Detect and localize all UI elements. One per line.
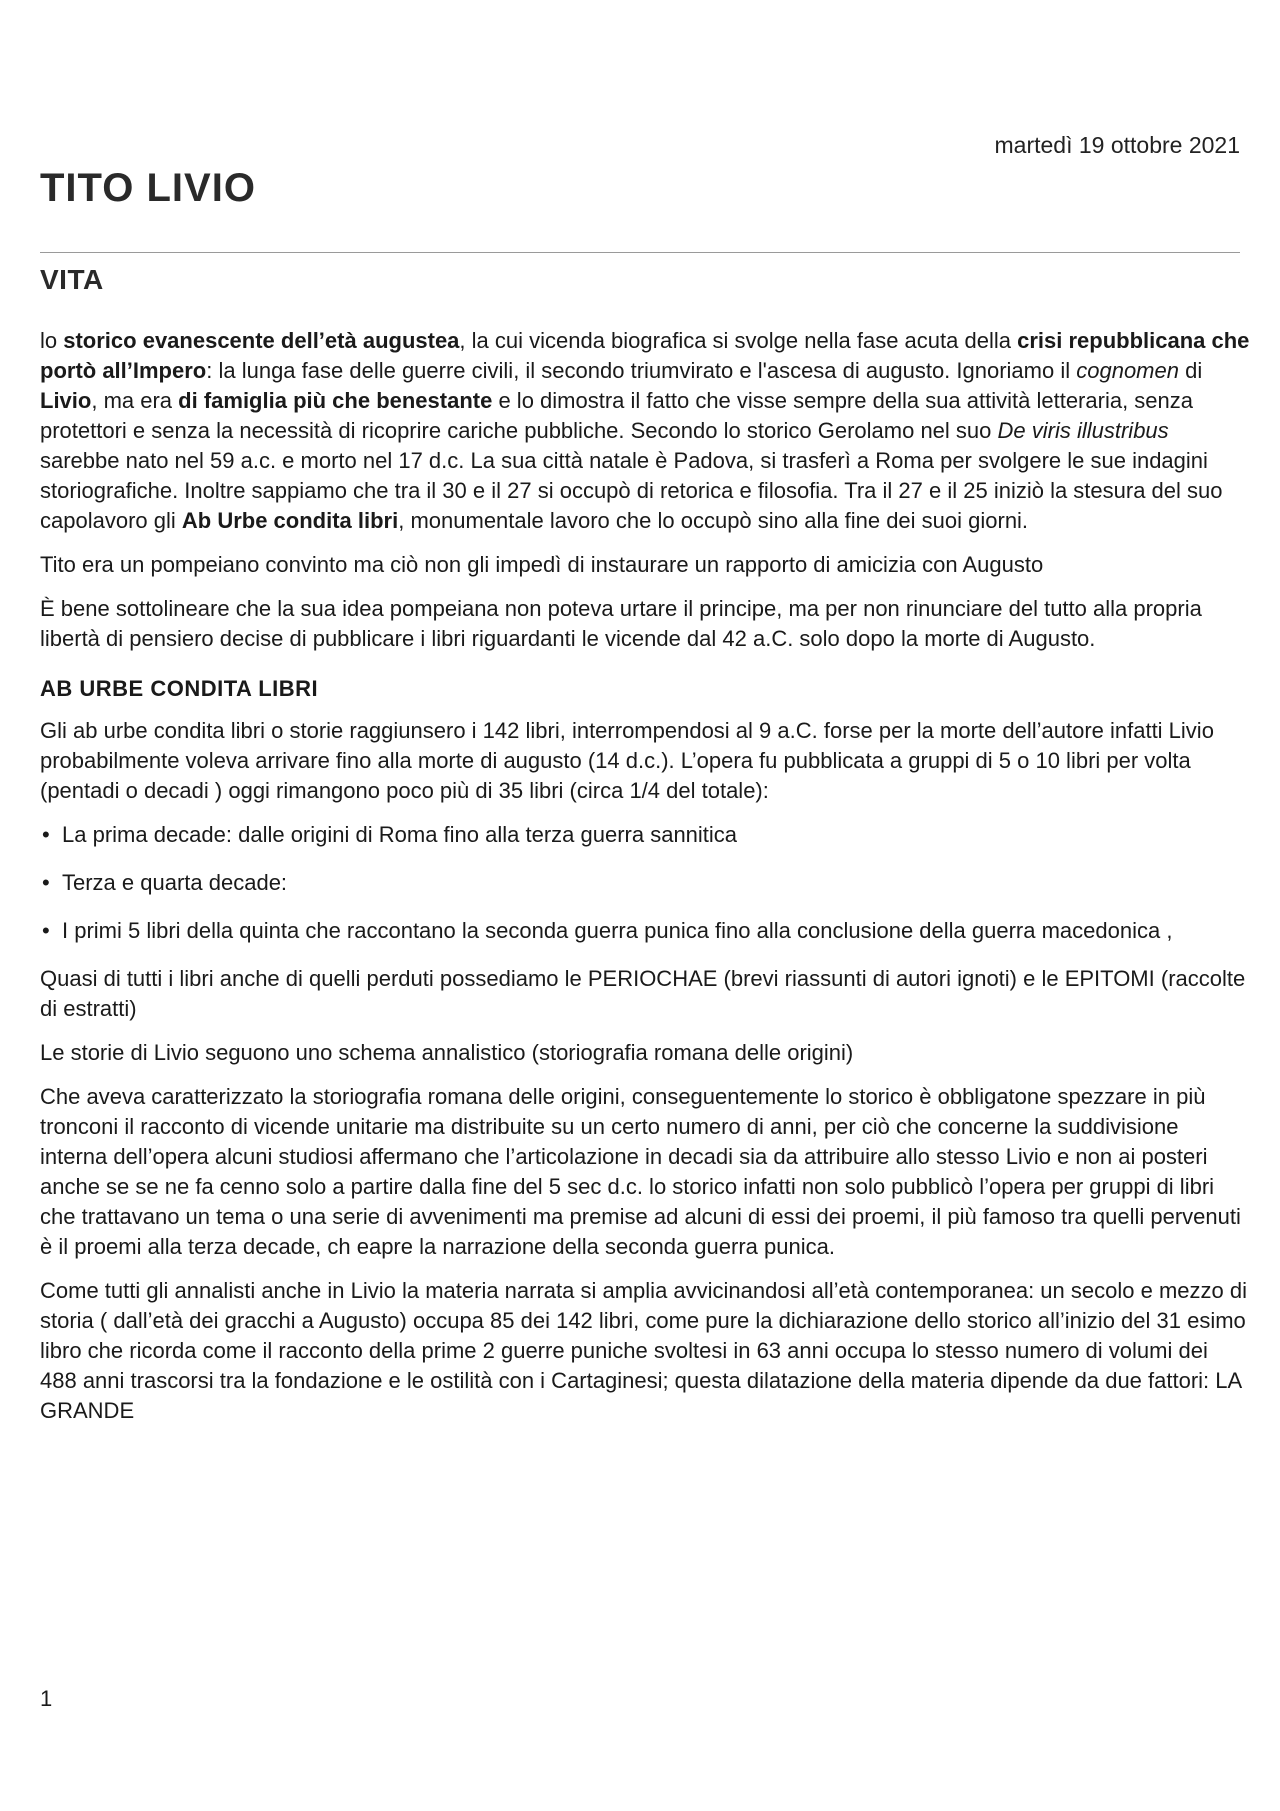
bullet-icon: • bbox=[42, 870, 50, 895]
document-title: TITO LIVIO bbox=[40, 166, 256, 210]
list-item: • I primi 5 libri della quinta che raccontano la seconda guerra punica fino alla conclusione della guerra macedonica , bbox=[40, 916, 1250, 946]
bullet-icon: • bbox=[42, 822, 50, 847]
list-item: • Terza e quarta decade: bbox=[40, 868, 1250, 898]
paragraph-ab-urbe-intro: Gli ab urbe condita libri o storie raggiunsero i 142 libri, interrompendosi al 9 a.C. forse per la morte dell’autore infatti Livio probabilmente voleva arrivare fino alla morte di augusto (14 d.c.). L’opera fu pubblicata a gruppi di 5 o 10 libri per volta (pentadi o decadi ) oggi rimangono poco più di 35 libri (circa 1/4 del totale): bbox=[40, 718, 1214, 803]
section-heading-ab-urbe: AB URBE CONDITA LIBRI bbox=[40, 676, 319, 701]
paragraph-vita-pompeiano: Tito era un pompeiano convinto ma ciò non gli impedì di instaurare un rapporto di amicizia con Augusto bbox=[40, 552, 1044, 577]
page-number: 1 bbox=[40, 1686, 53, 1711]
section-heading-vita: VITA bbox=[40, 264, 104, 295]
paragraph-storiografia: Che aveva caratterizzato la storiografia romana delle origini, conseguentemente lo storico è obbligatone spezzare in più tronconi il racconto di vicende unitarie ma distribuite su un certo numero di anni, per ciò che concerne la suddivisione interna dell’opera alcuni studiosi affermano che l’articolazione in decadi sia da attribuire allo stesso Livio e non ai posteri anche se se ne fa cenno solo a partire dalla fine del 5 sec d.c. lo storico infatti non solo pubblicò l’opera per gruppi di libri che trattavano un tema o una serie di avvenimenti ma premise ad alcuni di essi dei proemi, il più famoso tra quelli pervenuti è il proemi alla terza decade, ch eapre la narrazione della seconda guerra punica. bbox=[40, 1084, 1241, 1259]
list-item: • La prima decade: dalle origini di Roma fino alla terza guerra sannitica bbox=[40, 820, 1250, 850]
bullet-icon: • bbox=[42, 918, 50, 943]
decadi-list bbox=[40, 820, 1250, 946]
paragraph-schema-annalistico: Le storie di Livio seguono uno schema annalistico (storiografia romana delle origini) bbox=[40, 1040, 854, 1065]
document-body bbox=[40, 264, 1250, 1440]
paragraph-annalisti: Come tutti gli annalisti anche in Livio la materia narrata si amplia avvicinandosi all’età contemporanea: un secolo e mezzo di storia ( dall’età dei gracchi a Augusto) occupa 85 dei 142 libri, come pure la dichiarazione dello storico all’inizio del 31 esimo libro che ricorda come il racconto della prime 2 guerre puniche svoltesi in 63 anni occupa lo stesso numero di volumi dei 488 anni trascorsi tra la fondazione e le ostilità con i Cartaginesi; questa dilatazione della materia dipende da due fattori: LA GRANDE bbox=[40, 1278, 1247, 1423]
title-divider bbox=[40, 252, 1240, 253]
paragraph-periochae: Quasi di tutti i libri anche di quelli perduti possediamo le PERIOCHAE (brevi riassunti di autori ignoti) e le EPITOMI (raccolte di estratti) bbox=[40, 966, 1246, 1021]
document-date: martedì 19 ottobre 2021 bbox=[994, 132, 1240, 158]
paragraph-vita-intro: lo storico evanescente dell’età augustea, la cui vicenda biografica si svolge nella fase acuta della crisi repubblicana che portò all’Impero: la lunga fase delle guerre civili, il secondo triumvirato e l'ascesa di augusto. Ignoriamo il cognomen di Livio, ma era di famiglia più che benestante e lo dimostra il fatto che visse sempre della sua attività letteraria, senza protettori e senza la necessità di ricoprire cariche pubbliche. Secondo lo storico Gerolamo nel suo De viris illustribus sarebbe nato nel 59 a.c. e morto nel 17 d.c. La sua città natale è Padova, si trasferì a Roma per svolgere le sue indagini storiografiche. Inoltre sappiamo che tra il 30 e il 27 si occupò di retorica e filosofia. Tra il 27 e il 25 iniziò la stesura del suo capolavoro gli Ab Urbe condita libri, monumentale lavoro che lo occupò sino alla fine dei suoi giorni. bbox=[40, 328, 1250, 533]
paragraph-vita-liberta: È bene sottolineare che la sua idea pompeiana non poteva urtare il principe, ma per non rinunciare del tutto alla propria libertà di pensiero decise di pubblicare i libri riguardanti le vicende dal 42 a.C. solo dopo la morte di Augusto. bbox=[40, 596, 1202, 651]
